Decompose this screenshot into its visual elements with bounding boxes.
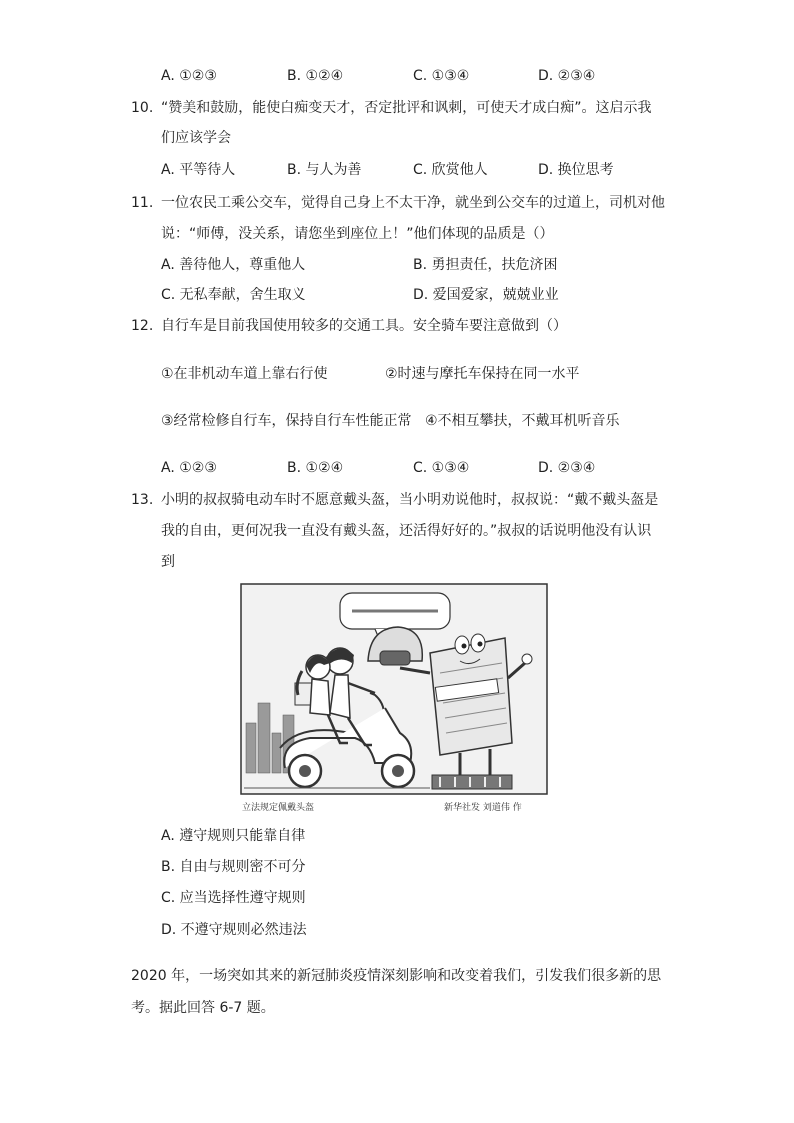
helmet-cartoon-illustration	[240, 583, 548, 815]
question-12-stem: 自行车是目前我国使用较多的交通工具。安全骑车要注意做到（）	[161, 318, 567, 334]
question-number-13: 13.	[131, 492, 154, 508]
q12-option-b: B. ①②④	[287, 460, 344, 476]
option-b: B. ①②④	[287, 68, 344, 84]
q13-option-a: A. 遵守规则只能靠自律	[161, 828, 306, 844]
question-13-stem-end: 到	[161, 554, 175, 570]
option-a: A. ①②③	[161, 68, 217, 84]
q12-item-4: ④不相互攀扶，不戴耳机听音乐	[425, 413, 620, 429]
question-number-10: 10.	[131, 100, 154, 116]
cartoon-caption-left: 立法规定佩戴头盔	[242, 803, 315, 813]
q12-item-1: ①在非机动车道上靠右行使	[161, 366, 328, 382]
question-11-stem-cont: 说：“师傅，没关系，请您坐到座位上！”他们体现的品质是（）	[161, 226, 554, 242]
q13-option-b: B. 自由与规则密不可分	[161, 859, 306, 875]
question-11-stem: 一位农民工乘公交车，觉得自己身上不太干净，就坐到公交车的过道上，司机对他	[161, 195, 665, 211]
option-d: D. ②③④	[538, 68, 596, 84]
q11-option-a: A. 善待他人，尊重他人	[161, 257, 306, 273]
q11-option-b: B. 勇担责任，扶危济困	[413, 257, 558, 273]
q12-item-2: ②时速与摩托车保持在同一水平	[385, 366, 580, 382]
q13-option-c: C. 应当选择性遵守规则	[161, 890, 306, 906]
question-13-stem-cont: 我的自由，更何况我一直没有戴头盔，还活得好好的。”叔叔的话说明他没有认识	[161, 523, 652, 539]
section-intro-cont: 考。据此回答 6-7 题。	[131, 1000, 275, 1016]
q10-option-d: D. 换位思考	[538, 162, 614, 178]
question-number-12: 12.	[131, 318, 154, 334]
q10-option-a: A. 平等待人	[161, 162, 236, 178]
q10-option-b: B. 与人为善	[287, 162, 362, 178]
q12-option-c: C. ①③④	[413, 460, 470, 476]
q11-option-d: D. 爱国爱家，兢兢业业	[413, 287, 559, 303]
question-10-stem-cont: 们应该学会	[161, 130, 231, 146]
question-13-stem: 小明的叔叔骑电动车时不愿意戴头盔，当小明劝说他时，叔叔说：“戴不戴头盔是	[161, 492, 659, 508]
section-intro: 2020 年，一场突如其来的新冠肺炎疫情深刻影响和改变着我们，引发我们很多新的思	[131, 968, 662, 984]
question-10-stem: “赞美和鼓励，能使白痴变天才，否定批评和讽刺，可使天才成白痴”。这启示我	[161, 100, 652, 116]
question-number-11: 11.	[131, 195, 154, 211]
q12-option-a: A. ①②③	[161, 460, 217, 476]
q10-option-c: C. 欣赏他人	[413, 162, 488, 178]
q13-option-d: D. 不遵守规则必然违法	[161, 922, 307, 938]
q12-option-d: D. ②③④	[538, 460, 596, 476]
cartoon-caption-right: 新华社发 刘道伟 作	[444, 803, 522, 813]
cartoon-drawing	[240, 583, 548, 815]
q12-item-3: ③经常检修自行车，保持自行车性能正常	[161, 413, 412, 429]
q11-option-c: C. 无私奉献，舍生取义	[161, 287, 306, 303]
option-c: C. ①③④	[413, 68, 470, 84]
